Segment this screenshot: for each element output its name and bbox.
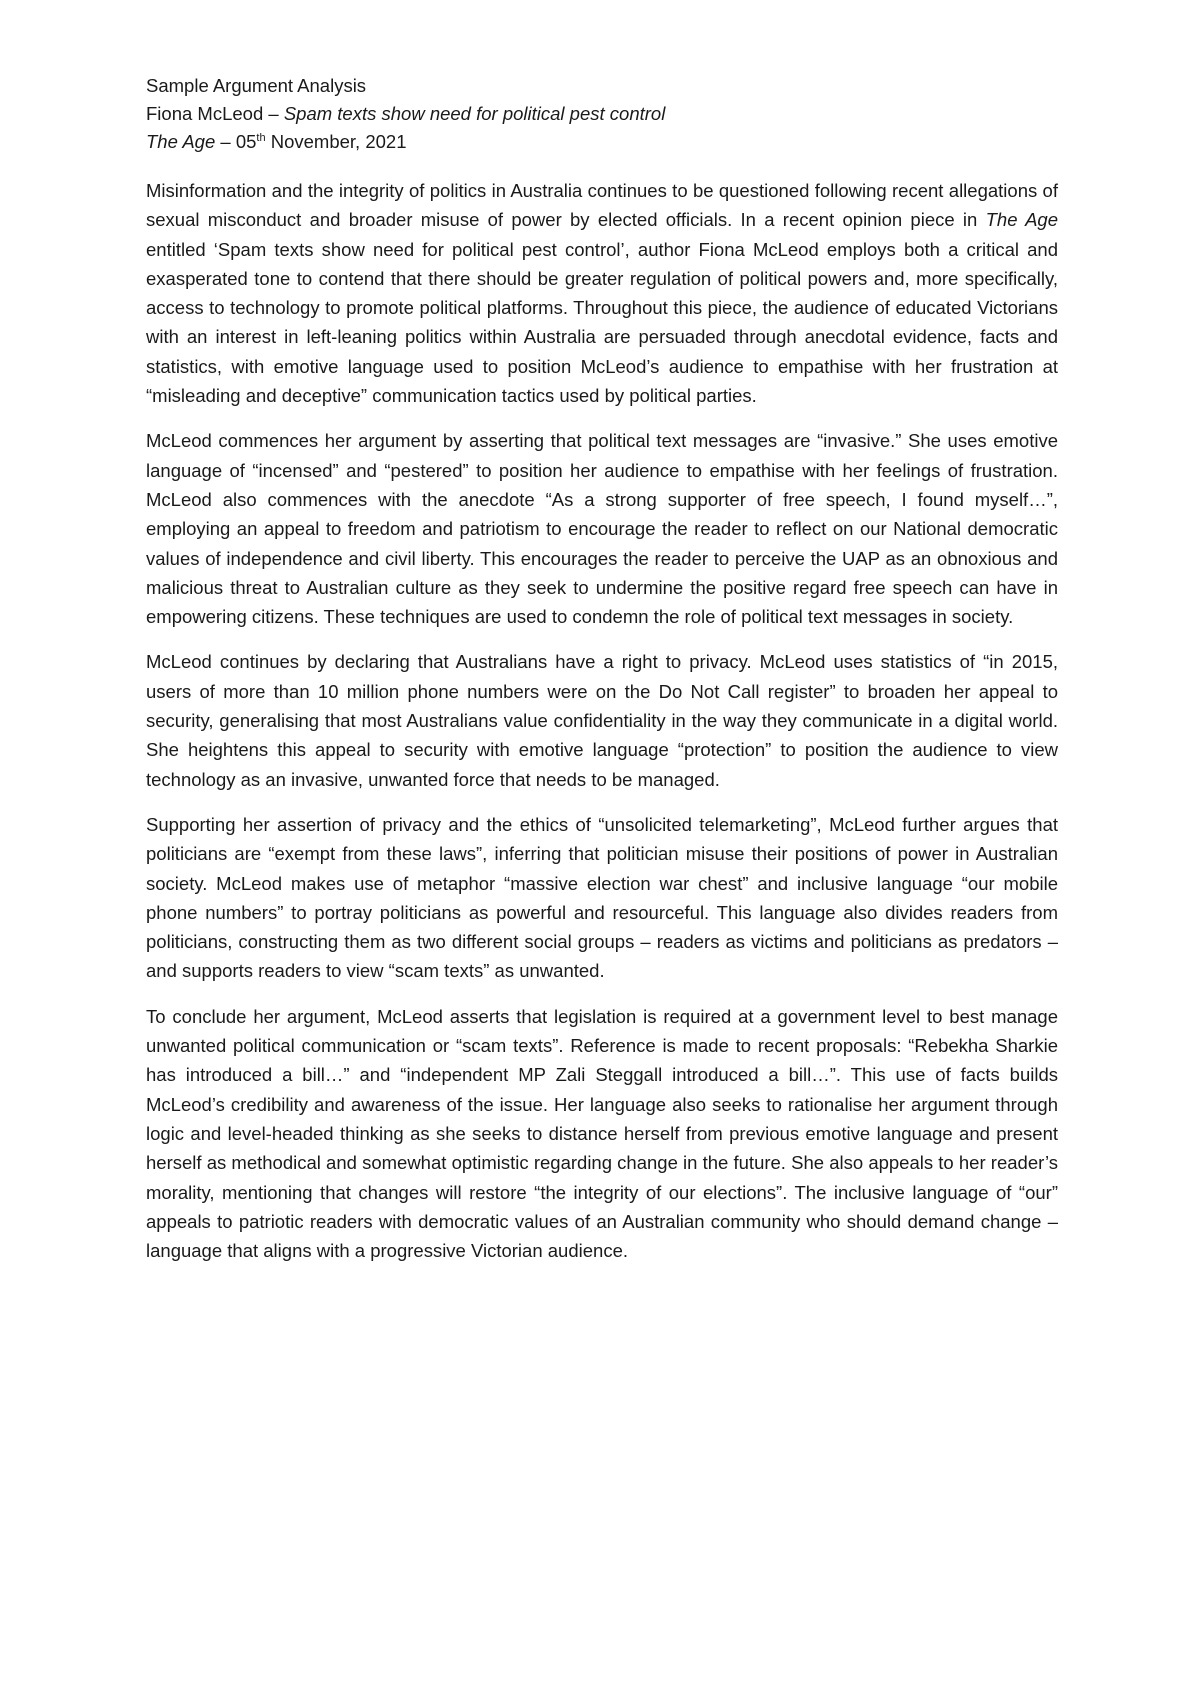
paragraph-1-part-a: Misinformation and the integrity of politics in Australia continues to be questioned following recent allegations of sexual misconduct and broader misuse of power by elected officials. In a recent opinion piece in (146, 180, 1058, 231)
document-heading: Sample Argument Analysis (146, 75, 367, 96)
byline-separator: – (263, 103, 284, 124)
article-title: Spam texts show need for political pest control (283, 103, 666, 124)
paragraph-1-part-b: entitled ‘Spam texts show need for political pest control’, author Fiona McLeod employs both a critical and exasperated tone to contend that there should be greater regulation of political powers and, more specifically, access to technology to promote political platforms. Throughout this piece, the audience of educated Victorians with an interest in left-leaning politics within Australia are persuaded through anecdotal evidence, facts and statistics, with emotive language used to position McLeod’s audience to empathise with her frustration at “misleading and deceptive” communication tactics used by political parties. (146, 238, 1058, 407)
paragraph-body-2: McLeod continues by declaring that Australians have a right to privacy. McLeod uses statistics of “in 2015, users of more than 10 million phone numbers were on the Do Not Call register” to broaden her appeal to security, generalising that most Australians value confidentiality in the way they communicate in a digital world. She heightens this appeal to security with emotive language “protection” to position the audience to view technology as an invasive, unwanted force that needs to be managed. (146, 651, 1058, 790)
publication-name: The Age (146, 131, 216, 152)
publication-day-suffix: th (256, 131, 266, 144)
publication-day: 05 (235, 131, 257, 152)
paragraph-1-italic-publication: The Age (985, 209, 1058, 231)
paragraph-body-3: Supporting her assertion of privacy and the ethics of “unsolicited telemarketing”, McLeod further argues that politicians are “exempt from these laws”, inferring that politician misuse their positions of power in Australian society. McLeod makes use of metaphor “massive election war chest” and inclusive language “our mobile phone numbers” to portray politicians as powerful and resourceful. This language also divides readers from politicians, constructing them as two different social groups – readers as victims and politicians as predators – and supports readers to view “scam texts” as unwanted. (146, 813, 1058, 982)
document-page (146, 72, 1058, 1281)
document-header (146, 72, 1058, 156)
paragraph-conclusion: To conclude her argument, McLeod asserts that legislation is required at a government level to best manage unwanted political communication or “scam texts”. Reference is made to recent proposals: “Rebekha Sharkie has introduced a bill…” and “independent MP Zali Steggall introduced a bill…”. This use of facts builds McLeod’s credibility and awareness of the issue. Her language also seeks to rationalise her argument through logic and level-headed thinking as she seeks to distance herself from previous emotive language and present herself as methodical and somewhat optimistic regarding change in the future. She also appeals to her reader’s morality, mentioning that changes will restore “the integrity of our elections”. The inclusive language of “our” appeals to patriotic readers with democratic values of an Australian community who should demand change – language that aligns with a progressive Victorian audience. (146, 1005, 1058, 1262)
paragraph-introduction (146, 176, 1058, 410)
publication-separator: – (215, 131, 236, 152)
byline (146, 100, 1058, 128)
byline-author: Fiona McLeod (146, 103, 264, 124)
paragraph-body-1: McLeod commences her argument by asserting that political text messages are “invasive.” She uses emotive language of “incensed” and “pestered” to position her audience to empathise with her feelings of frustration. McLeod also commences with the anecdote “As a strong supporter of free speech, I found myself…”, employing an appeal to freedom and patriotism to encourage the reader to reflect on our National democratic values of independence and civil liberty. This encourages the reader to perceive the UAP as an obnoxious and malicious threat to Australian culture as they seek to undermine the positive regard free speech can have in empowering citizens. These techniques are used to condemn the role of political text messages in society. (146, 430, 1058, 628)
publication-date-rest: November, 2021 (265, 131, 407, 152)
publication-line (146, 128, 1058, 156)
